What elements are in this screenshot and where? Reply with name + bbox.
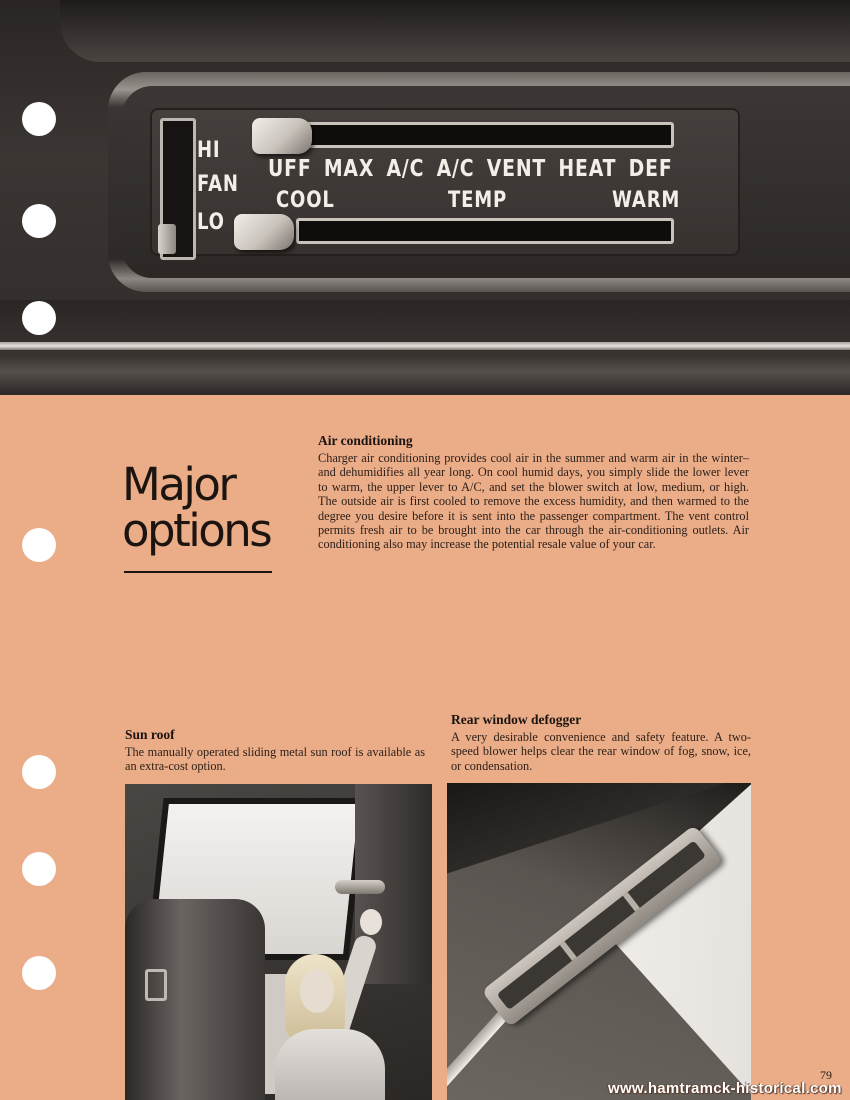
person-body	[275, 1029, 385, 1100]
sun-roof-title: Sun roof	[125, 727, 175, 742]
warm-label: WARM	[612, 188, 681, 213]
binder-hole	[22, 956, 56, 990]
rear-defogger-body: A very desirable convenience and safety feature. A two-speed blower helps clear the rear window of fog, snow, ice, or condensation.	[451, 730, 751, 773]
binder-hole	[22, 204, 56, 238]
binder-hole	[22, 102, 56, 136]
fan-switch-knob	[158, 224, 176, 254]
cool-label: COOL	[276, 188, 335, 213]
watermark: www.hamtramck-historical.com	[608, 1080, 842, 1097]
heading-underline	[124, 571, 272, 573]
binder-hole	[22, 528, 56, 562]
chrome-trim	[0, 342, 850, 350]
heading-line-1: Major	[122, 458, 235, 511]
person-hand	[360, 909, 382, 935]
sun-roof-handle	[335, 880, 385, 894]
climate-control-photo	[0, 0, 850, 395]
temp-lever-slot	[296, 218, 674, 244]
rear-defogger-photo	[447, 783, 751, 1100]
mode-lever-slot	[296, 122, 674, 148]
binder-hole	[22, 852, 56, 886]
air-conditioning-title: Air conditioning	[318, 433, 413, 448]
temp-label: TEMP	[448, 188, 508, 213]
heading-line-2: options	[122, 504, 271, 557]
rear-defogger-title: Rear window defogger	[451, 712, 582, 727]
sun-roof-photo	[125, 784, 432, 1100]
seat-latch	[145, 969, 167, 1001]
page-number: 79	[820, 1068, 832, 1082]
person-face	[300, 969, 334, 1013]
air-conditioning-body: Charger air conditioning provides cool air in the summer and warm air in the winter–and dehumidifies all year long. On cool humid days, you simply slide the lower lever to warm, the upper lever to A/C, and set the blower switch at low, medium, or high. The outside air is first cooled to remove the excess humidity, and then warmed to the degree you desire before it is sent into the passenger compartment. The vent control permits fresh air to be brought into the car through the air-conditioning outlets. Air conditioning also may increase the potential resale value of your car.	[318, 451, 749, 552]
dashboard-upper	[60, 0, 850, 62]
binder-hole	[22, 755, 56, 789]
mode-labels: UFF MAX A/C A/C VENT HEAT DEF	[268, 156, 673, 182]
mode-lever-knob	[252, 118, 312, 154]
fan-label: FAN	[197, 172, 239, 197]
fan-lo-label: LO	[197, 210, 225, 235]
sun-roof-body: The manually operated sliding metal sun roof is available as an extra-cost option.	[125, 745, 425, 774]
binder-hole	[22, 301, 56, 335]
fan-hi-label: HI	[197, 138, 221, 163]
temp-lever-knob	[234, 214, 294, 250]
section-heading	[122, 458, 282, 557]
